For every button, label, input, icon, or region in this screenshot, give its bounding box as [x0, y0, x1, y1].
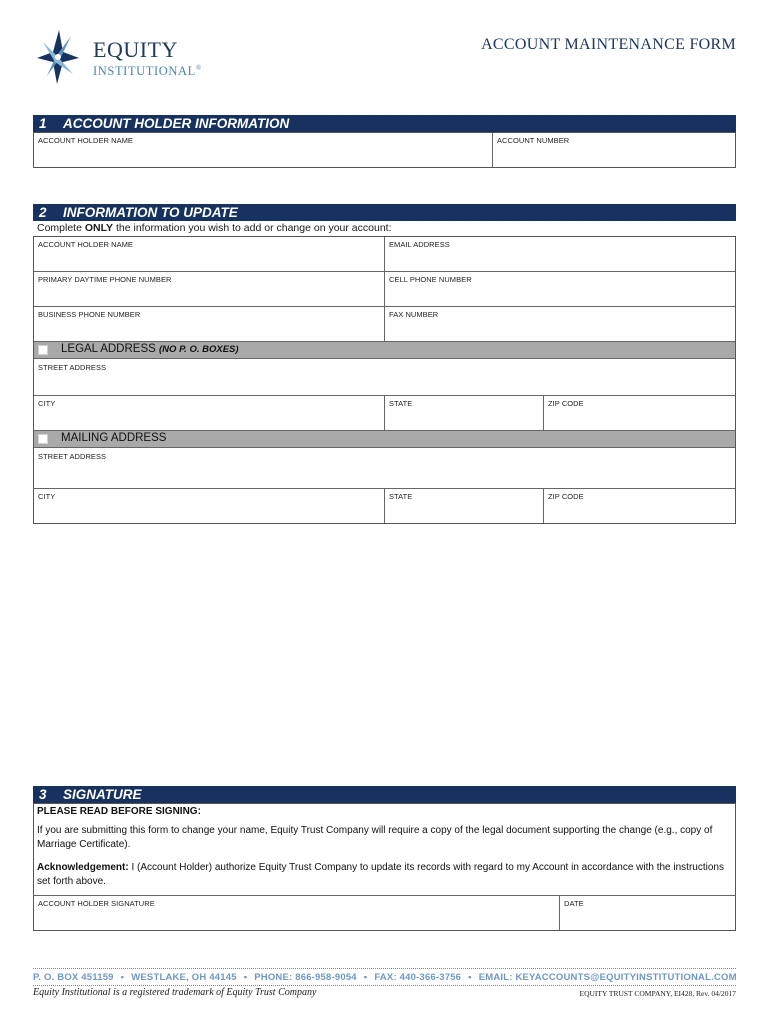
field-label: ZIP CODE — [548, 399, 584, 408]
footer-divider — [33, 968, 736, 969]
legal-address-title: LEGAL ADDRESS (NO P. O. BOXES) — [61, 343, 239, 355]
mailing-address-row — [34, 431, 735, 448]
legal-address-row — [34, 342, 735, 359]
mailing-zip-field[interactable] — [544, 489, 735, 523]
legal-zip-field[interactable] — [544, 396, 735, 431]
footer-email-link[interactable]: EMAIL: KEYACCOUNTS@EQUITYINSTITUTIONAL.COM — [478, 972, 737, 983]
section-1-header: 1 ACCOUNT HOLDER INFORMATION — [33, 115, 736, 132]
name-change-paragraph: If you are submitting this form to change your name, Equity Trust Company will require a copy of the legal document supporting the change (e.g., copy of Marriage Certificate). — [37, 825, 713, 850]
field-label: STREET ADDRESS — [38, 363, 107, 372]
field-label: STREET ADDRESS — [38, 452, 107, 461]
form-identifier: EQUITY TRUST COMPANY, EI428, Rev. 04/2017 — [579, 989, 736, 998]
cell-phone-field[interactable] — [385, 272, 735, 307]
legal-street-field[interactable] — [34, 360, 735, 396]
footer-contact-line: P. O. BOX 451159 • WESTLAKE, OH 44145 • PHONE: 866-958-9054 • FAX: 440-366-3756 • EMAIL: KEYACCOUNTS@EQUITYINSTITUTIONAL.COM — [33, 972, 737, 983]
mailing-address-checkbox[interactable] — [38, 434, 48, 444]
section-2-header: 2 INFORMATION TO UPDATE — [33, 204, 736, 221]
date-field[interactable] — [560, 896, 735, 930]
update-holder-name-field[interactable] — [34, 237, 385, 272]
legal-state-field[interactable] — [385, 396, 544, 431]
field-label: STATE — [389, 399, 413, 408]
account-number-field[interactable] — [493, 133, 735, 167]
read-before-signing: PLEASE READ BEFORE SIGNING: — [37, 806, 201, 817]
field-label: CELL PHONE NUMBER — [389, 275, 472, 284]
trademark-notice: Equity Institutional is a registered trademark of Equity Trust Company — [33, 987, 317, 998]
field-label: EMAIL ADDRESS — [389, 240, 450, 249]
information-to-update-box — [33, 236, 736, 524]
field-label: PRIMARY DAYTIME PHONE NUMBER — [38, 275, 172, 284]
field-label: CITY — [38, 492, 56, 501]
primary-phone-field[interactable] — [34, 272, 385, 307]
mailing-street-field[interactable] — [34, 449, 735, 489]
account-holder-name-field[interactable] — [34, 133, 493, 167]
email-address-field[interactable] — [385, 237, 735, 272]
legal-address-checkbox[interactable] — [38, 345, 48, 355]
star-logo-icon — [33, 28, 81, 86]
field-label: ACCOUNT HOLDER SIGNATURE — [38, 899, 155, 908]
section-3-header: 3 SIGNATURE — [33, 786, 736, 803]
field-label: FAX NUMBER — [389, 310, 439, 319]
mailing-city-field[interactable] — [34, 489, 385, 523]
equity-institutional-logo — [33, 28, 213, 90]
form-title: ACCOUNT MAINTENANCE FORM — [481, 36, 736, 53]
field-label: CITY — [38, 399, 56, 408]
field-label: ACCOUNT HOLDER NAME — [38, 136, 133, 145]
field-label: ACCOUNT HOLDER NAME — [38, 240, 133, 249]
field-label: ACCOUNT NUMBER — [497, 136, 570, 145]
field-label: ZIP CODE — [548, 492, 584, 501]
section-2-instruction: Complete ONLY the information you wish to add or change on your account: — [37, 222, 392, 234]
footer-divider-2 — [33, 985, 736, 986]
acknowledgement-paragraph: Acknowledgement: I (Account Holder) authorize Equity Trust Company to update its records with regard to my Account in accordance with the instructions set forth above. — [37, 862, 724, 887]
mailing-address-title: MAILING ADDRESS — [61, 432, 167, 444]
fax-number-field[interactable] — [385, 307, 735, 342]
signature-row — [33, 895, 736, 931]
mailing-state-field[interactable] — [385, 489, 544, 523]
logo-name: EQUITY — [93, 37, 178, 62]
field-label: STATE — [389, 492, 413, 501]
logo-subtitle: INSTITUTIONAL® — [93, 64, 202, 79]
business-phone-field[interactable] — [34, 307, 385, 342]
field-label: DATE — [564, 899, 584, 908]
field-label: BUSINESS PHONE NUMBER — [38, 310, 141, 319]
legal-city-field[interactable] — [34, 396, 385, 431]
account-holder-signature-field[interactable] — [34, 896, 560, 930]
account-holder-info-box — [33, 132, 736, 168]
